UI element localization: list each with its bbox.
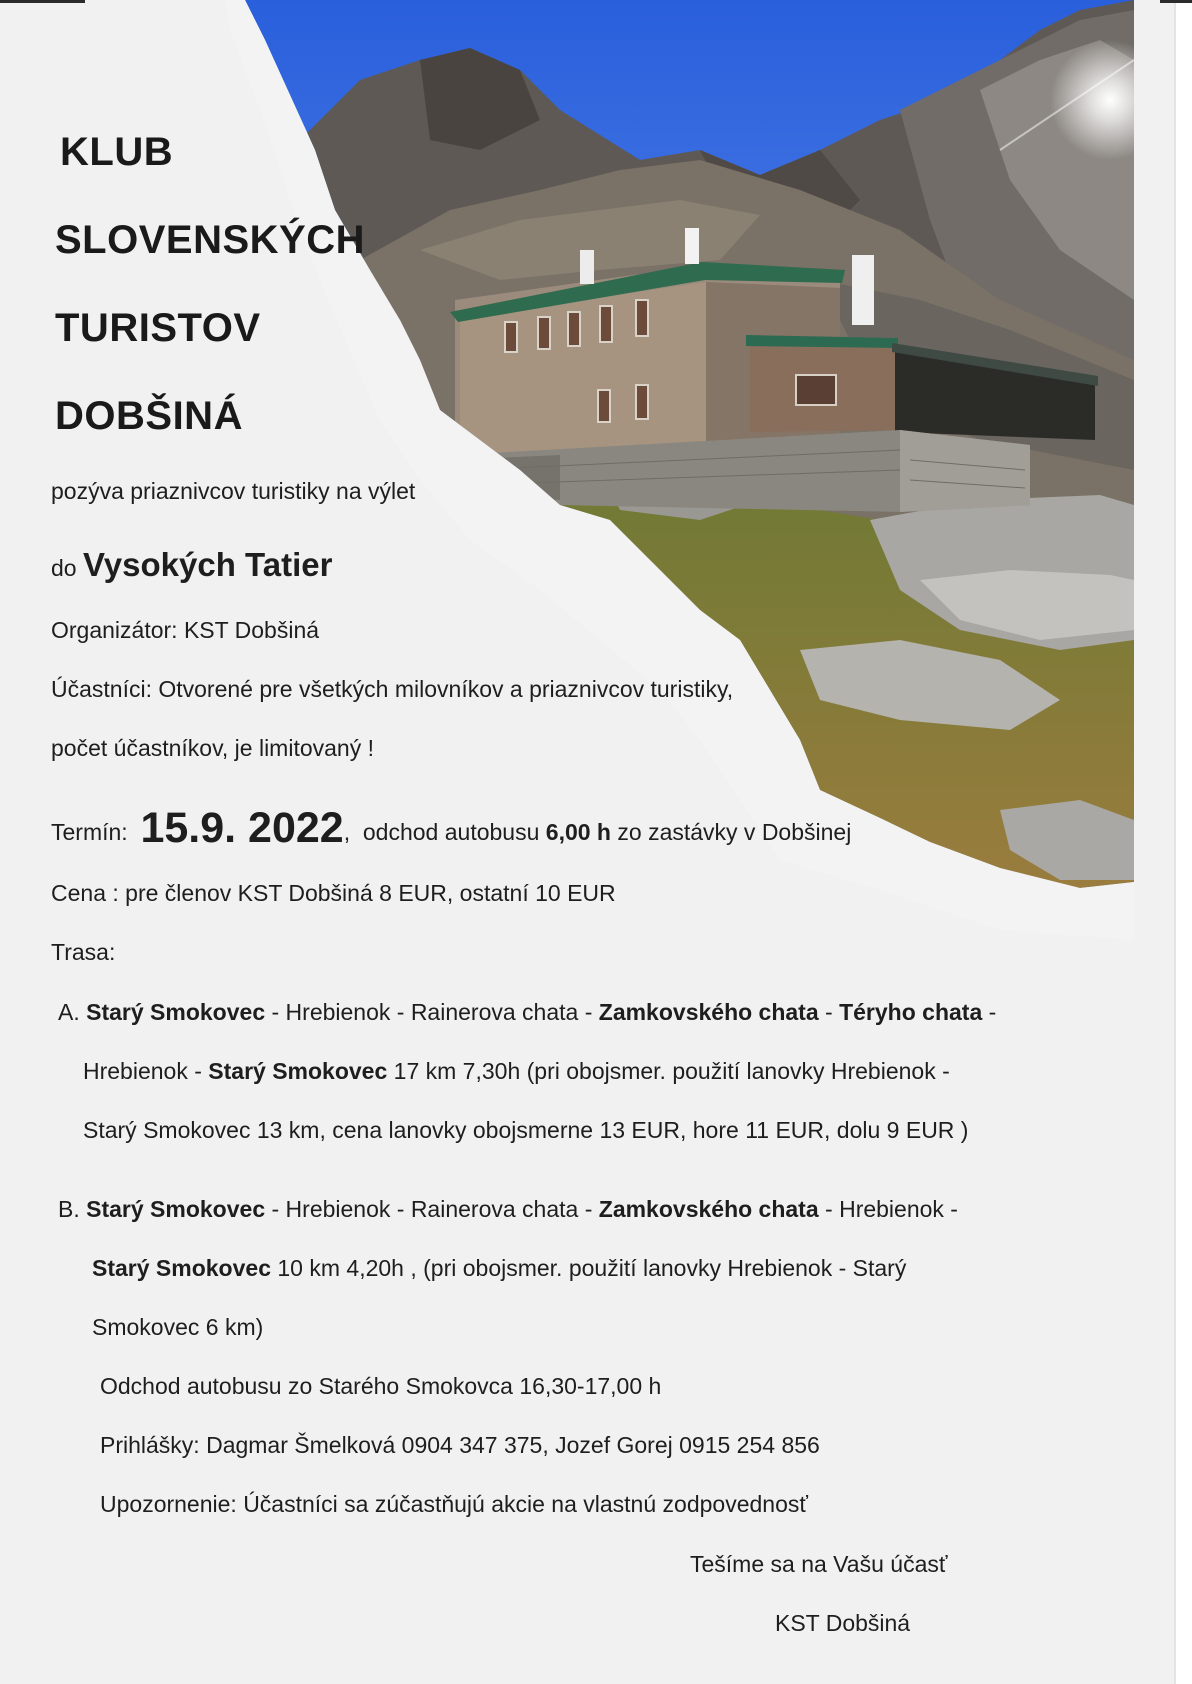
route-b-marker: B. (58, 1196, 80, 1222)
title-line-3: TURISTOV (55, 306, 261, 350)
route-b-segment: - Hrebienok - Rainerova chata - (265, 1196, 599, 1222)
route-a-dash: - (818, 999, 840, 1025)
destination-line (51, 545, 332, 588)
term-comma: , (343, 819, 351, 845)
route-b-line-1 (58, 1194, 958, 1224)
signature: KST Dobšiná (775, 1610, 911, 1636)
departure-time: 6,00 h (545, 819, 611, 845)
route-a-end: Starý Smokovec (208, 1058, 388, 1084)
organizer: Organizátor: KST Dobšiná (51, 617, 320, 643)
route-a-dash-end: - (982, 999, 997, 1025)
closing: Tešíme sa na Vašu účasť (690, 1551, 948, 1577)
departure-pre: odchod autobusu (362, 819, 540, 845)
route-b-distance: 10 km 4,20h , (pri obojsmer. použití lanovky Hrebienok - Starý (270, 1255, 907, 1281)
destination-prefix: do (51, 555, 77, 581)
route-b-zamkovskeho: Zamkovského chata (598, 1196, 819, 1222)
route-a-line-2 (83, 1056, 950, 1086)
invite-text: pozýva priaznivcov turistiky na výlet (51, 478, 416, 504)
participants-line-2: počet účastníkov, je limitovaný ! (51, 735, 374, 761)
route-a-hrebienok: Hrebienok - (83, 1058, 209, 1084)
route-label: Trasa: (51, 939, 116, 965)
route-b-dash-end: - Hrebienok - (818, 1196, 958, 1222)
route-a-zamkovskeho: Zamkovského chata (598, 999, 819, 1025)
route-b-end: Starý Smokovec (92, 1255, 271, 1281)
route-a-start: Starý Smokovec (86, 999, 266, 1025)
title-line-4: DOBŠINÁ (55, 394, 243, 438)
title-line-2: SLOVENSKÝCH (55, 218, 365, 262)
term-line (51, 806, 851, 854)
term-label: Termín: (51, 819, 128, 845)
destination: Vysokých Tatier (82, 546, 333, 583)
participants-line-1: Účastníci: Otvorené pre všetkých milovníkov a priaznivcov turistiky, (51, 676, 734, 702)
route-a-line-1 (58, 997, 996, 1027)
route-a-line-3: Starý Smokovec 13 km, cena lanovky obojsmerne 13 EUR, hore 11 EUR, dolu 9 EUR ) (83, 1117, 969, 1143)
term-date: 15.9. 2022 (140, 804, 344, 852)
price: Cena : pre členov KST Dobšiná 8 EUR, ostatní 10 EUR (51, 880, 616, 906)
route-a-teryho: Téryho chata (839, 999, 983, 1025)
route-b-line-2 (92, 1253, 906, 1283)
route-b-start: Starý Smokovec (86, 1196, 266, 1222)
route-a-marker: A. (58, 999, 80, 1025)
title-line-1: KLUB (60, 130, 174, 174)
route-a-segment: - Hrebienok - Rainerova chata - (265, 999, 599, 1025)
registration: Prihlášky: Dagmar Šmelková 0904 347 375, Jozef Gorej 0915 254 856 (100, 1432, 820, 1458)
route-a-distance: 17 km 7,30h (pri obojsmer. použití lanovky Hrebienok - (387, 1058, 950, 1084)
notice: Upozornenie: Účastníci sa zúčastňujú akcie na vlastnú zodpovednosť (100, 1491, 808, 1517)
route-b-line-3: Smokovec 6 km) (92, 1314, 264, 1340)
return-bus: Odchod autobusu zo Starého Smokovca 16,30-17,00 h (100, 1373, 662, 1399)
departure-post: zo zastávky v Dobšinej (617, 819, 852, 845)
